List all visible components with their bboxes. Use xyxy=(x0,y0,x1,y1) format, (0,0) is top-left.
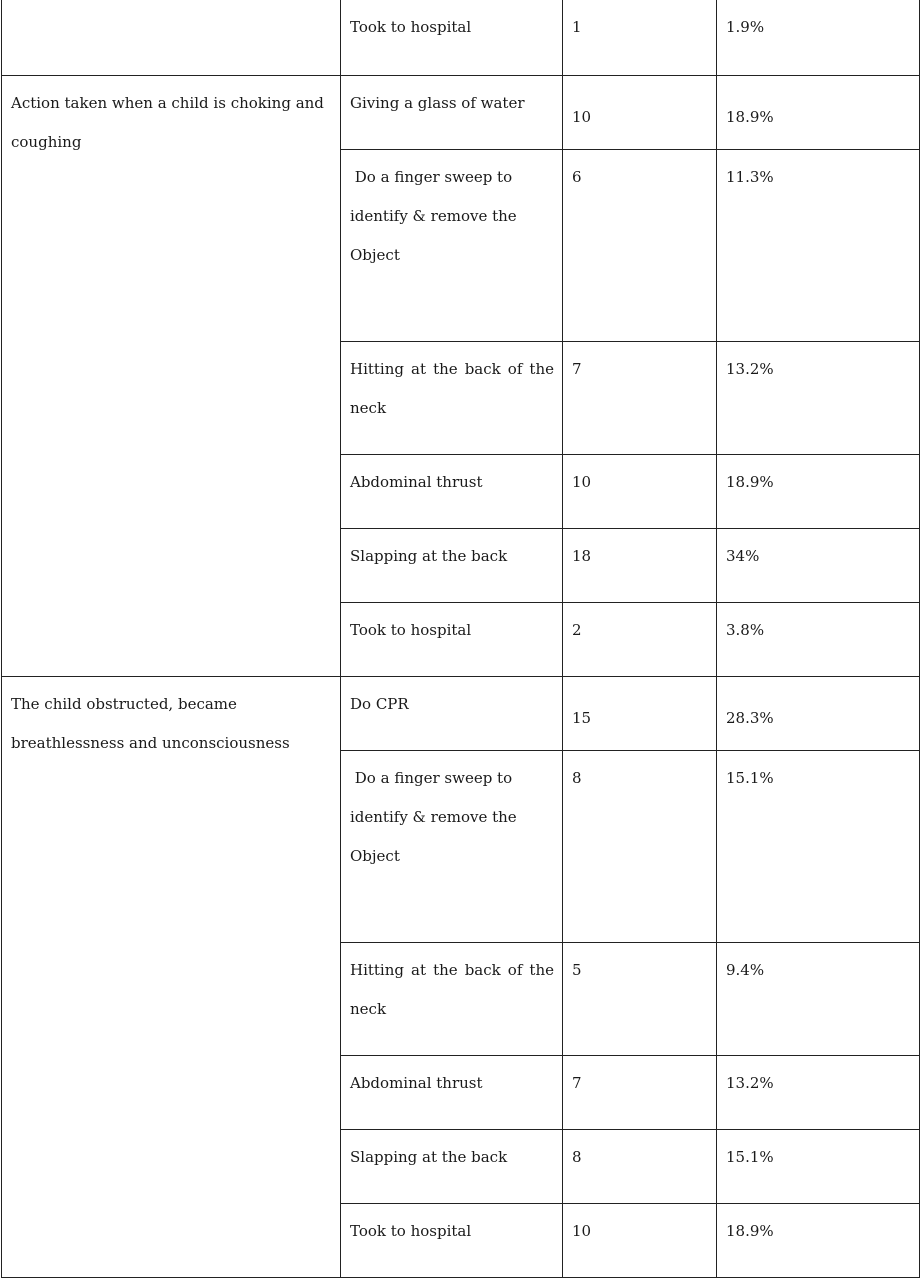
response-cell: Abdominal thrust xyxy=(341,454,563,528)
response-cell: Slapping at the back xyxy=(341,528,563,602)
response-cell: Do CPR xyxy=(341,676,563,750)
percent-cell: 1.9% xyxy=(717,0,920,75)
count-cell: 1 xyxy=(563,0,717,75)
response-cell: Do a finger sweep to identify & remove the Object xyxy=(341,149,563,341)
data-table xyxy=(1,0,920,1278)
count-cell: 7 xyxy=(563,1055,717,1129)
category-cell: Action taken when a child is choking and coughing xyxy=(2,75,341,676)
percent-cell: 15.1% xyxy=(717,1129,920,1203)
percent-cell: 13.2% xyxy=(717,1055,920,1129)
count-cell: 7 xyxy=(563,341,717,454)
category-cell xyxy=(2,0,341,75)
response-cell: Took to hospital xyxy=(341,1203,563,1277)
percent-cell: 28.3% xyxy=(717,676,920,750)
table-row xyxy=(2,75,920,149)
count-cell: 18 xyxy=(563,528,717,602)
table-row xyxy=(2,0,920,75)
count-cell: 2 xyxy=(563,602,717,676)
percent-cell: 18.9% xyxy=(717,1203,920,1277)
response-cell: Slapping at the back xyxy=(341,1129,563,1203)
response-cell: Hitting at the back of the neck xyxy=(341,341,563,454)
count-cell: 6 xyxy=(563,149,717,341)
response-cell: Hitting at the back of the neck xyxy=(341,942,563,1055)
count-cell: 8 xyxy=(563,750,717,942)
response-cell: Abdominal thrust xyxy=(341,1055,563,1129)
count-cell: 8 xyxy=(563,1129,717,1203)
response-cell: Giving a glass of water xyxy=(341,75,563,149)
count-cell: 10 xyxy=(563,454,717,528)
percent-cell: 3.8% xyxy=(717,602,920,676)
percent-cell: 18.9% xyxy=(717,75,920,149)
response-cell: Took to hospital xyxy=(341,602,563,676)
percent-cell: 34% xyxy=(717,528,920,602)
count-cell: 10 xyxy=(563,75,717,149)
count-cell: 15 xyxy=(563,676,717,750)
response-cell: Took to hospital xyxy=(341,0,563,75)
percent-cell: 15.1% xyxy=(717,750,920,942)
count-cell: 10 xyxy=(563,1203,717,1277)
percent-cell: 18.9% xyxy=(717,454,920,528)
percent-cell: 13.2% xyxy=(717,341,920,454)
table-row xyxy=(2,676,920,750)
count-cell: 5 xyxy=(563,942,717,1055)
response-cell: Do a finger sweep to identify & remove the Object xyxy=(341,750,563,942)
category-cell: The child obstructed, became breathlessness and unconsciousness xyxy=(2,676,341,1277)
percent-cell: 11.3% xyxy=(717,149,920,341)
percent-cell: 9.4% xyxy=(717,942,920,1055)
